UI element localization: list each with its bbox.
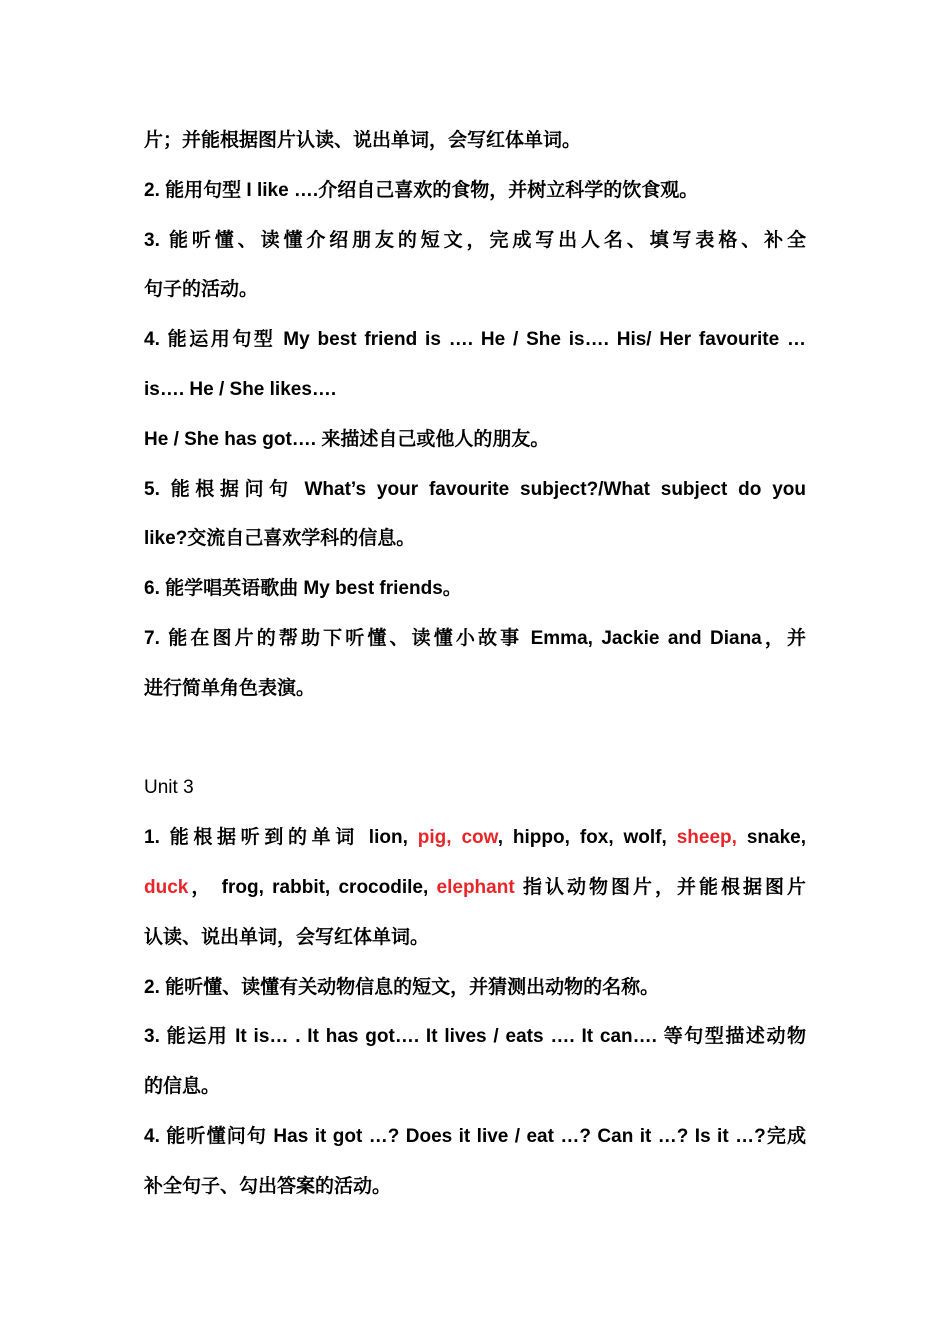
unit-heading: Unit 3 (144, 777, 194, 799)
text-line: 片；并能根据图片认读、说出单词，会写红体单词。 (144, 130, 582, 151)
unit3-item1-line2 (144, 863, 806, 913)
text-line: 4. 能运用句型 My best friend is …. He / She is…. His/ Her favourite … (144, 329, 806, 351)
text-line: like?交流自己喜欢学科的信息。 (144, 528, 416, 550)
unit3-item1-line1 (144, 813, 806, 863)
text-segment: snake, (736, 827, 806, 849)
red-word: elephant (436, 876, 515, 898)
unit3-item1-line3: 认读、说出单词，会写红体单词。 (144, 926, 430, 948)
text-line: 3. 能听懂、读懂介绍朋友的短文，完成写出人名、填写表格、补全 (144, 229, 806, 251)
text-line: 进行简单角色表演。 (144, 677, 316, 699)
unit3-item4-line1: 4. 能听懂问句 Has it got …? Does it live / eat …? Can it …? Is it …?完成 (144, 1125, 806, 1147)
text-line: 2. 能用句型 I like ….介绍自己喜欢的食物，并树立科学的饮食观。 (144, 179, 699, 201)
red-word: pig, cow (417, 827, 498, 849)
text-segment: , hippo, fox, wolf, (497, 827, 677, 849)
text-line: is…. He / She likes…. (144, 378, 337, 400)
blank-line (144, 714, 806, 764)
red-word: sheep, (676, 827, 737, 849)
text-line: 6. 能学唱英语歌曲 My best friends。 (144, 578, 462, 600)
text-segment: 1. 能根据听到的单词 lion, (144, 827, 418, 849)
unit3-item4-line2: 补全句子、勾出答案的活动。 (144, 1175, 392, 1197)
text-line: 7. 能在图片的帮助下听懂、读懂小故事 Emma, Jackie and Diana，并 (144, 627, 806, 649)
text-line: 5. 能根据问句 What’s your favourite subject?/What subject do you (144, 478, 806, 500)
red-word: duck (144, 876, 189, 898)
text-segment: ， frog, rabbit, crocodile, (188, 876, 437, 898)
text-segment: 指认动物图片，并能根据图片 (514, 876, 806, 898)
text-line: He / She has got…. 来描述自己或他人的朋友。 (144, 428, 550, 450)
unit3-item3-line2: 的信息。 (144, 1076, 221, 1098)
unit3-item2: 2. 能听懂、读懂有关动物信息的短文，并猜测出动物的名称。 (144, 976, 660, 998)
text-line: 句子的活动。 (144, 279, 259, 301)
unit3-item3-line1: 3. 能运用 It is… . It has got…. It lives / eats …. It can…. 等句型描述动物 (144, 1026, 806, 1048)
document-page (144, 116, 806, 1212)
